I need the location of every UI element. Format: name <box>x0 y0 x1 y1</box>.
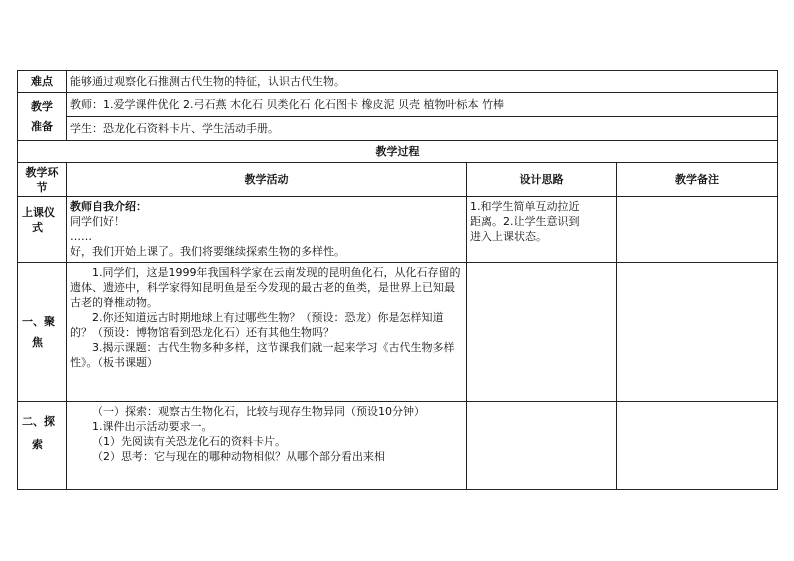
header-stage-line-1: 教学环 <box>25 165 59 179</box>
header-stage-line-2: 节 <box>36 180 48 194</box>
class-start-design <box>467 197 617 263</box>
explore-row <box>18 402 778 490</box>
process-title-row <box>18 141 778 163</box>
explore-design <box>467 402 617 490</box>
lesson-plan-table <box>17 70 778 490</box>
explore-paragraph-1: （一）探索：观察古生物化石，比较与现存生物异同（预设10分钟） <box>92 405 425 418</box>
focus-paragraph-3: 3.揭示课题：古代生物多种多样，这节课我们就一起来学习《古代生物多样性》。（板书课题） <box>70 341 455 369</box>
explore-stage <box>18 402 67 490</box>
header-activity: 教学活动 <box>67 163 467 197</box>
focus-row <box>18 263 778 402</box>
class-start-line-4: 好，我们开始上课了。我们将要继续探索生物的多样性。 <box>70 245 345 258</box>
focus-activity <box>67 263 467 402</box>
explore-paragraph-4: （2）思考：它与现在的哪种动物相似？从哪个部分看出来相 <box>92 450 385 463</box>
explore-paragraph-2: 1.课件出示活动要求一。 <box>92 420 213 433</box>
process-title: 教学过程 <box>18 141 778 163</box>
class-start-design-line-3: 进入上课状态。 <box>470 230 547 243</box>
explore-stage-line-1: 二、探 <box>22 415 55 428</box>
focus-stage-line-2: 焦 <box>32 336 43 349</box>
focus-stage <box>18 263 67 402</box>
class-start-line-3: …… <box>70 230 92 243</box>
class-start-notes <box>617 197 778 263</box>
explore-paragraph-3: （1）先阅读有关恐龙化石的资料卡片。 <box>92 435 286 448</box>
class-start-stage-line-1: 上课仪 <box>22 206 55 219</box>
explore-stage-line-2: 索 <box>32 438 43 451</box>
preparation-teacher-row <box>18 93 778 117</box>
preparation-student-row <box>18 117 778 141</box>
preparation-student: 学生：恐龙化石资料卡片、学生活动手册。 <box>67 117 778 141</box>
explore-notes <box>617 402 778 490</box>
preparation-teacher: 教师：1.爱学课件优化 2.弓石燕 木化石 贝类化石 化石图卡 橡皮泥 贝壳 植物叶标本 竹棒 <box>67 93 778 117</box>
difficulty-text: 能够通过观察化石推测古代生物的特征，认识古代生物。 <box>67 71 778 93</box>
focus-stage-line-1: 一、聚 <box>22 315 55 328</box>
focus-paragraph-1: 1.同学们，这是1999年我国科学家在云南发现的昆明鱼化石，从化石存留的遗体、遗迹中，科学家得知昆明鱼是至今发现的最古老的鱼类，是世界上已知最古老的脊椎动物。 <box>70 266 461 309</box>
process-header-row <box>18 163 778 197</box>
class-start-line-1: 教师自我介绍： <box>70 200 147 213</box>
difficulty-row <box>18 71 778 93</box>
preparation-label <box>18 93 67 141</box>
header-notes: 教学备注 <box>617 163 778 197</box>
header-stage <box>18 163 67 197</box>
header-design: 设计思路 <box>467 163 617 197</box>
class-start-design-line-2: 距离。2.让学生意识到 <box>470 215 580 228</box>
preparation-label-line-2: 准备 <box>31 119 53 133</box>
class-start-stage <box>18 197 67 263</box>
difficulty-label: 难点 <box>18 71 67 93</box>
class-start-design-line-1: 1.和学生简单互动拉近 <box>470 200 580 213</box>
class-start-row <box>18 197 778 263</box>
focus-design <box>467 263 617 402</box>
class-start-stage-line-2: 式 <box>32 221 43 234</box>
class-start-activity <box>67 197 467 263</box>
preparation-label-line-1: 教学 <box>31 99 53 113</box>
class-start-line-2: 同学们好！ <box>70 215 125 228</box>
explore-activity <box>67 402 467 490</box>
focus-paragraph-2: 2.你还知道远古时期地球上有过哪些生物？（预设：恐龙）你是怎样知道的？（预设：博物馆看到恐龙化石）还有其他生物吗？ <box>70 311 444 339</box>
focus-notes <box>617 263 778 402</box>
